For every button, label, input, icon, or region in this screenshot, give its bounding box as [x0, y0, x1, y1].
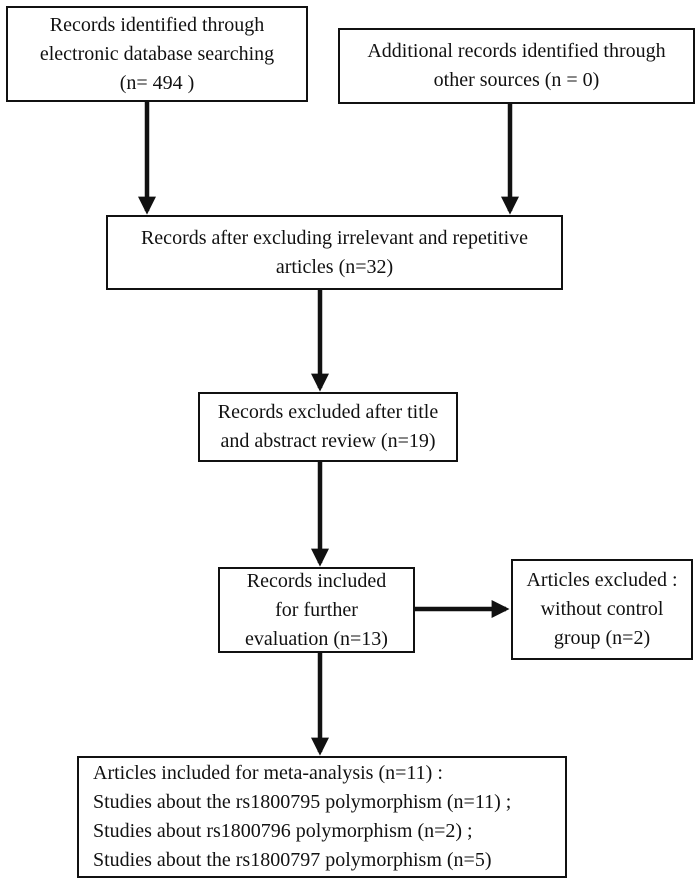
box-text-line: Studies about rs1800796 polymorphism (n=2) ; [93, 820, 473, 842]
box-text-line: group (n=2) [553, 627, 651, 649]
box-text-line: articles (n=32) [275, 255, 394, 278]
box-text-line: for further [275, 598, 358, 621]
box-articles-excluded-no-control [511, 559, 693, 660]
box-records-after-excluding [106, 215, 563, 290]
box-articles-included-meta-analysis [77, 756, 567, 878]
box-records-identified [6, 6, 308, 102]
box-text-line: Studies about the rs1800795 polymorphism (n=11) ; [93, 791, 512, 813]
box-text-line: Records identified through [49, 13, 265, 36]
box-text-line: (n= 494 ) [119, 71, 195, 94]
box-text-line: Studies about the rs1800797 polymorphism (n=5) [93, 849, 492, 871]
box-text-line: Additional records identified through [367, 40, 666, 62]
box-records-included-evaluation [218, 567, 415, 653]
box-text-line: without control [540, 598, 664, 620]
box-text-line: evaluation (n=13) [245, 627, 388, 650]
box-text-line: Articles included for meta-analysis (n=11) : [93, 762, 443, 784]
box-text-line: Records after excluding irrelevant and repetitive [140, 226, 529, 249]
box-additional-records [338, 28, 695, 104]
box-text-line: other sources (n = 0) [433, 69, 600, 91]
box-text-line: Records excluded after title [217, 401, 439, 423]
box-text-line: electronic database searching [39, 42, 275, 65]
box-text-line: and abstract review (n=19) [220, 430, 436, 452]
box-records-excluded-title-abstract [198, 392, 458, 462]
box-text-line: Records included [246, 569, 387, 592]
box-text-line: Articles excluded : [526, 569, 678, 591]
